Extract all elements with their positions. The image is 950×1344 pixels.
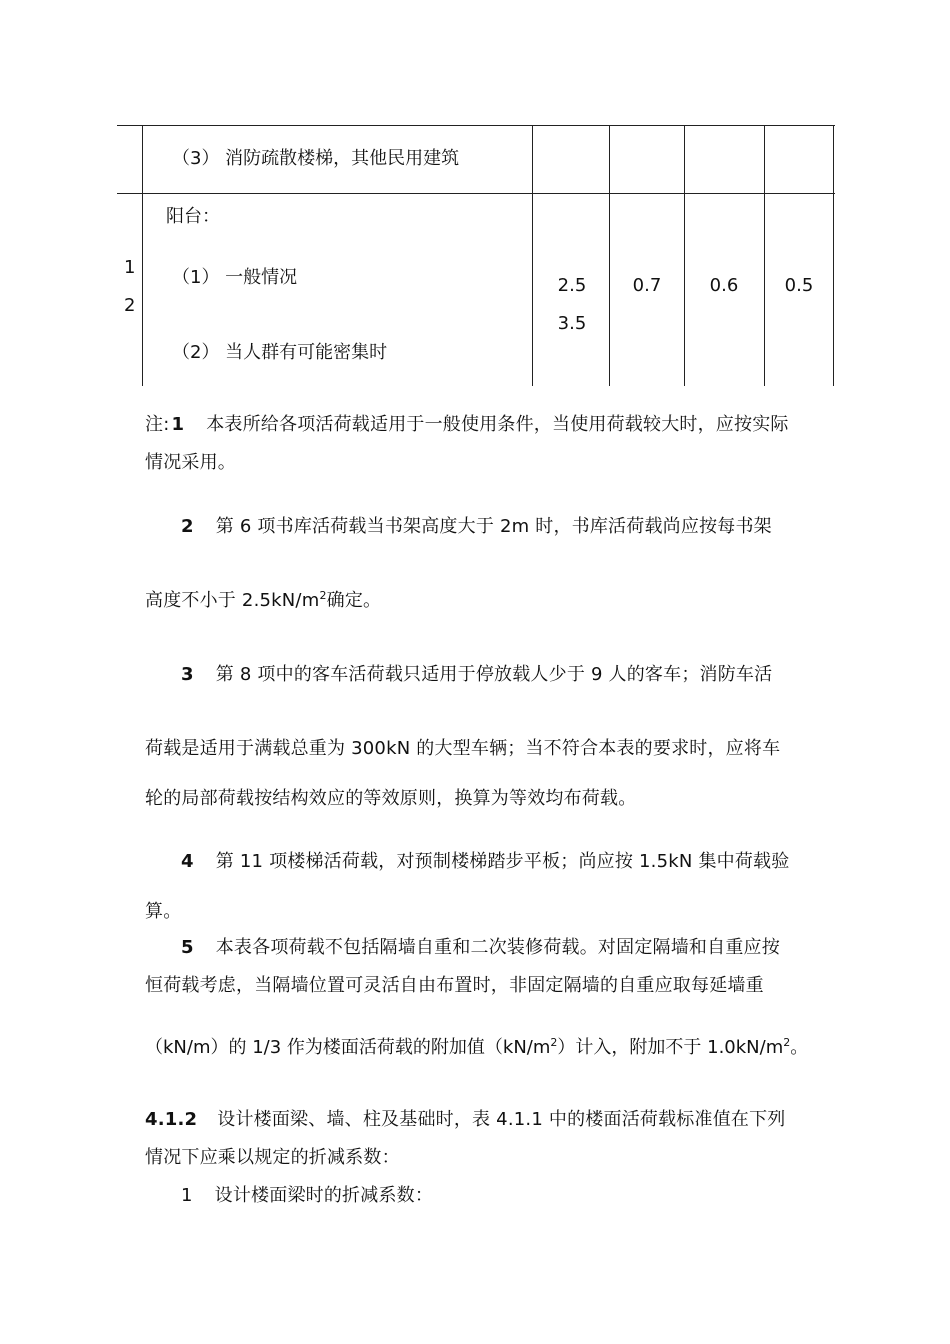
note-number: 2 — [181, 516, 194, 537]
table-rule-top — [117, 125, 835, 126]
note-1-line-2: 情况采用。 — [145, 452, 236, 473]
table-cell-frequent-coef: 0.6 — [709, 275, 739, 296]
note-text: （kN/m）的 1/3 作为楼面活荷载的附加值（kN/m — [145, 1037, 551, 1058]
superscript: 2 — [783, 1036, 791, 1049]
subitem-number: 1 — [181, 1185, 193, 1206]
clause-text: 设计楼面梁、墙、柱及基础时，表 4.1.1 中的楼面活荷载标准值在下列 — [217, 1109, 786, 1130]
clause-number: 4.1.2 — [145, 1109, 198, 1130]
table-cell-row-number: 2 — [124, 295, 136, 316]
table-rule-mid — [117, 193, 835, 194]
table-col-divider — [609, 125, 610, 386]
note-4-line-2: 算。 — [145, 901, 182, 922]
table-cell-row-number: 1 — [124, 257, 136, 278]
table-col-divider — [142, 125, 143, 386]
note-5-line-3 — [145, 1033, 808, 1059]
note-text: 高度不小于 2.5kN/m — [145, 590, 320, 611]
table-col-divider — [764, 125, 765, 386]
note-text: 确定。 — [326, 590, 382, 611]
note-number: 3 — [181, 664, 194, 685]
note-3-line-2: 荷载是适用于满载总重为 300kN 的大型车辆；当不符合本表的要求时，应将车 — [145, 738, 781, 759]
superscript: 2 — [319, 589, 327, 602]
clause-line-1 — [145, 1105, 786, 1131]
table-cell-combination-coef: 0.7 — [632, 275, 662, 296]
note-text: 本表所给各项活荷载适用于一般使用条件，当使用荷载较大时，应按实际 — [206, 414, 789, 435]
note-3-line-1 — [181, 660, 772, 686]
table-cell-standard-value: 3.5 — [557, 313, 587, 334]
table-cell-item: （3） 消防疏散楼梯，其他民用建筑 — [172, 148, 460, 169]
table-cell-item: （1） 一般情况 — [172, 267, 298, 288]
clause-subitem-1 — [181, 1181, 433, 1207]
note-5-line-1 — [181, 933, 780, 959]
table-col-divider — [833, 125, 834, 386]
note-text: 。 — [790, 1037, 809, 1058]
clause-line-2: 情况下应乘以规定的折减系数： — [145, 1147, 400, 1168]
subitem-text: 设计楼面梁时的折减系数： — [214, 1185, 434, 1206]
note-number: 4 — [181, 851, 194, 872]
table-col-divider — [532, 125, 533, 386]
table-cell-quasi-permanent-coef: 0.5 — [784, 275, 814, 296]
note-text: 第 6 项书库活荷载当书架高度大于 2m 时，书库活荷载尚应按每书架 — [215, 516, 772, 537]
note-1-line-1 — [145, 410, 789, 436]
note-2-line-2 — [145, 586, 381, 612]
note-4-line-1 — [181, 847, 789, 873]
table-cell-item: （2） 当人群有可能密集时 — [172, 342, 388, 363]
note-text: ）计入，附加不于 1.0kN/m — [557, 1037, 784, 1058]
superscript: 2 — [550, 1036, 558, 1049]
table-cell-standard-value: 2.5 — [557, 275, 587, 296]
note-text: 第 11 项楼梯活荷载，对预制楼梯踏步平板；尚应按 1.5kN 集中荷载验 — [215, 851, 790, 872]
note-2-line-1 — [181, 512, 772, 538]
note-3-line-3: 轮的局部荷载按结构效应的等效原则，换算为等效均布荷载。 — [145, 788, 637, 809]
note-text: 第 8 项中的客车活荷载只适用于停放载人少于 9 人的客车；消防车活 — [215, 664, 773, 685]
note-prefix: 注: — [145, 414, 170, 435]
table-col-divider — [684, 125, 685, 386]
note-5-line-2: 恒荷载考虑，当隔墙位置可灵活自由布置时，非固定隔墙的自重应取每延墙重 — [145, 975, 764, 996]
table-cell-item-title: 阳台： — [166, 206, 220, 227]
note-number: 1 — [171, 414, 185, 435]
note-text: 本表各项荷载不包括隔墙自重和二次装修荷载。对固定隔墙和自重应按 — [215, 937, 780, 958]
note-number: 5 — [181, 937, 194, 958]
